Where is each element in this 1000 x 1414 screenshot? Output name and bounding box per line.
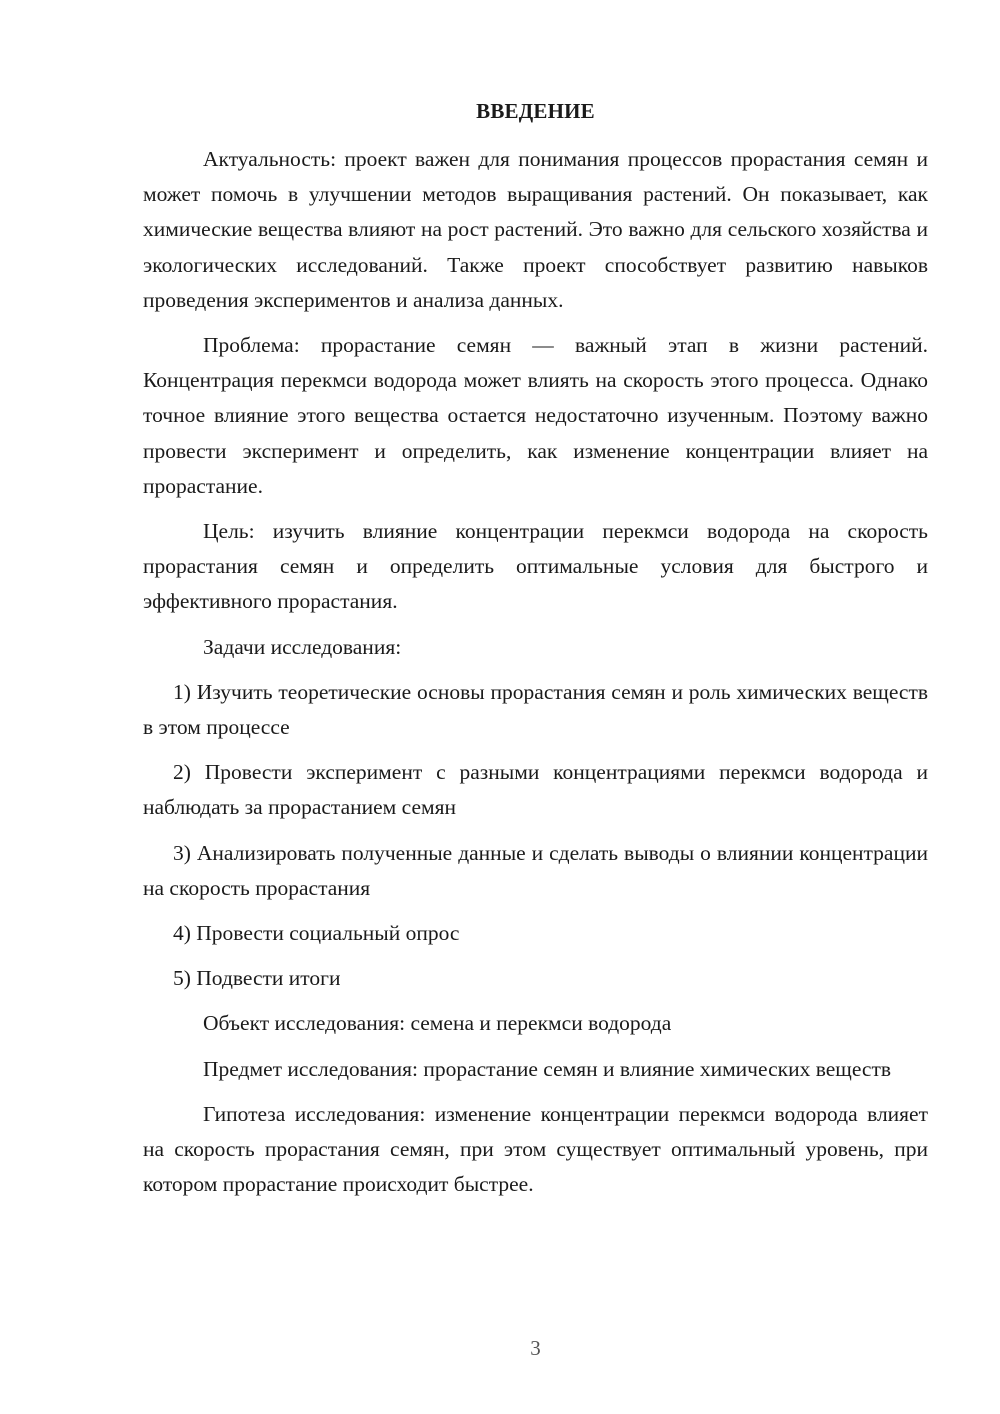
page-number: 3: [530, 1336, 541, 1360]
document-page: [143, 0, 928, 1414]
problem-paragraph: Проблема: прорастание семян — важный этап в жизни растений. Концентрация перекмси водорода может влиять на скорость этого процесса. Однако точное влияние этого вещества остается недостаточно изученным. Поэтому важно провести эксперимент и определить, как изменение концентрации влияет на прорастание.: [143, 333, 928, 498]
task-item-5: 5) Подвести итоги: [173, 966, 341, 991]
task-item-4: 4) Провести социальный опрос: [173, 921, 460, 946]
subject-paragraph: Предмет исследования: прорастание семян и влияние химических веществ: [203, 1056, 891, 1081]
hypothesis-paragraph: Гипотеза исследования: изменение концентрации перекмси водорода влияет на скорость прорастания семян, при этом существует оптимальный уровень, при котором прорастание происходит быстрее.: [143, 1101, 928, 1197]
task-item-3: 3) Анализировать полученные данные и сделать выводы о влиянии концентрации на скорость прорастания: [143, 840, 928, 900]
section-title: ВВЕДЕНИЕ: [476, 99, 595, 123]
goal-paragraph: Цель: изучить влияние концентрации перекмси водорода на скорость прорастания семян и определить оптимальные условия для быстрого и эффективного прорастания.: [143, 519, 928, 614]
task-item-1: 1) Изучить теоретические основы прорастания семян и роль химических веществ в этом процессе: [143, 679, 928, 740]
document-body: [143, 142, 928, 1212]
object-paragraph: Объект исследования: семена и перекмси водорода: [203, 1011, 672, 1036]
relevance-paragraph: Актуальность: проект важен для понимания процессов прорастания семян и может помочь в улучшении методов выращивания растений. Он показывает, как химические вещества влияют на рост растений. Это важно для сельского хозяйства и экологических исследований. Также проект способствует развитию навыков проведения экспериментов и анализа данных.: [143, 147, 928, 312]
task-item-2: 2) Провести эксперимент с разными концентрациями перекмси водорода и наблюдать за прорастанием семян: [143, 760, 928, 820]
tasks-heading: Задачи исследования:: [203, 634, 402, 659]
